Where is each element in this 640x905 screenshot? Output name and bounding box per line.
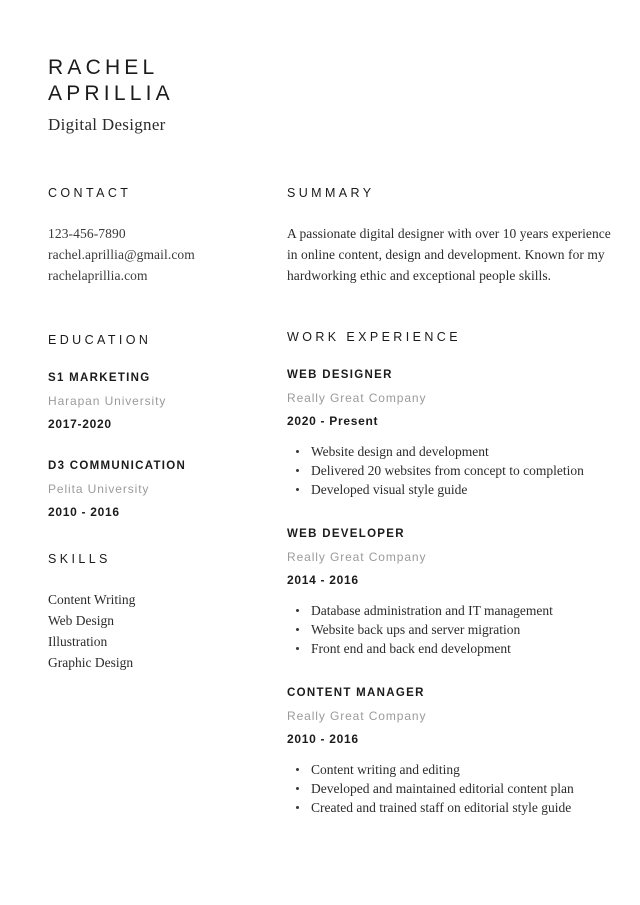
summary-body [287,223,617,286]
education-section [48,332,273,520]
education-school: Pelita University [48,482,150,496]
education-school: Harapan University [48,394,167,408]
work-bullet: Database administration and IT management [287,601,617,620]
work-bullet: Content writing and editing [287,760,617,779]
skill-item: Web Design [48,613,115,628]
work-bullet-list [287,760,617,817]
work-bullet: Developed and maintained editorial content plan [287,779,617,798]
work-date: 2010 - 2016 [287,732,359,746]
contact-phone: 123-456-7890 [48,226,126,241]
candidate-name-line-1: RACHEL [48,56,159,79]
summary-heading: SUMMARY [287,186,375,200]
education-date: 2017-2020 [48,417,112,431]
skill-item: Illustration [48,634,108,649]
work-bullet-list [287,601,617,658]
education-degree: S1 MARKETING [48,372,151,384]
contact-section [48,185,273,286]
work-job-title: WEB DESIGNER [287,369,393,381]
contact-website: rachelaprillia.com [48,268,148,283]
education-date: 2010 - 2016 [48,505,120,519]
contact-heading: CONTACT [48,186,132,200]
contact-email: rachel.aprillia@gmail.com [48,247,195,262]
work-bullet: Created and trained staff on editorial style guide [287,798,617,817]
work-experience-heading: WORK EXPERIENCE [287,330,461,344]
work-date: 2014 - 2016 [287,573,359,587]
work-experience-list [287,367,617,817]
right-column [287,185,617,817]
work-bullet: Developed visual style guide [287,480,617,499]
education-entry [48,458,273,520]
education-degree: D3 COMMUNICATION [48,460,187,472]
work-entry [287,367,617,499]
education-spacer [48,450,273,458]
work-date: 2020 - Present [287,414,379,428]
work-bullet: Delivered 20 websites from concept to completion [287,461,617,480]
skills-heading: SKILLS [48,552,111,566]
left-column [48,185,273,673]
work-bullet-list [287,442,617,499]
education-heading: EDUCATION [48,333,152,347]
work-entry [287,526,617,658]
skills-section [48,551,273,673]
work-job-title: WEB DEVELOPER [287,528,405,540]
candidate-name-line-2: APRILLIA [48,82,174,105]
contact-list [48,223,273,286]
education-list [48,370,273,520]
summary-text: A passionate digital designer with over 10 years experience in online content, design and development. Known for my hardworking ethic and exceptional people skills. [287,226,611,283]
work-company: Really Great Company [287,709,427,723]
work-company: Really Great Company [287,550,427,564]
work-entry [287,685,617,817]
candidate-role: Digital Designer [48,115,166,134]
work-company: Really Great Company [287,391,427,405]
education-entry [48,370,273,432]
skills-list [48,589,273,673]
skill-item: Graphic Design [48,655,134,670]
work-bullet: Front end and back end development [287,639,617,658]
work-bullet: Website design and development [287,442,617,461]
resume-header [48,55,174,135]
work-job-title: CONTENT MANAGER [287,687,425,699]
skill-item: Content Writing [48,592,136,607]
work-bullet: Website back ups and server migration [287,620,617,639]
summary-section [287,185,617,286]
work-experience-section [287,329,617,817]
